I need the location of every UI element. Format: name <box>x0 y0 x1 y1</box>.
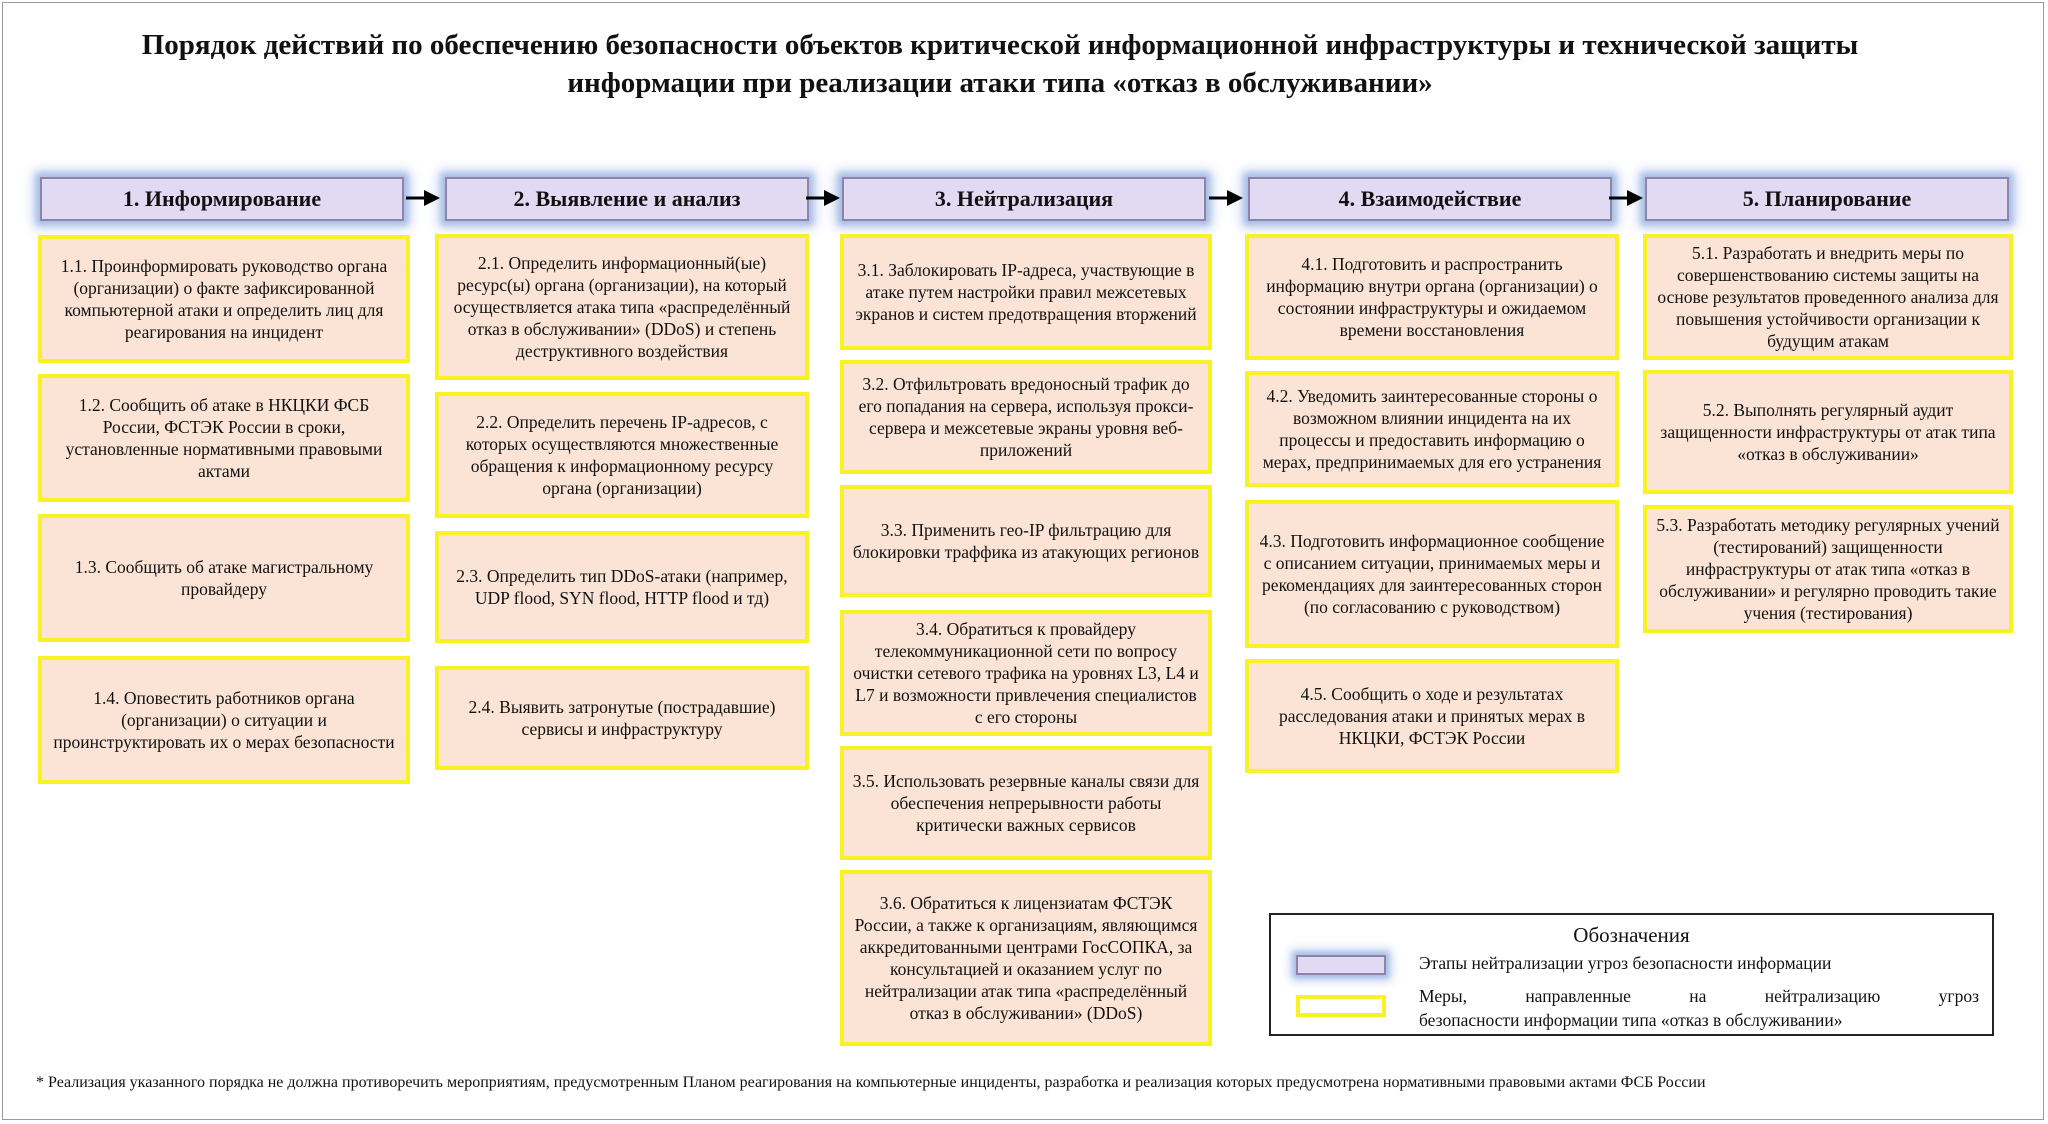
measure-3-2: 3.2. Отфильтровать вредоносный трафик до его попадания на сервера, используя прокси-сервера и межсетевые экраны уровня веб-приложений <box>840 360 1212 474</box>
measure-1-2: 1.2. Сообщить об атаке в НКЦКИ ФСБ России, ФСТЭК России в сроки, установленные нормативными правовыми актами <box>38 374 410 502</box>
stage-3-neutralization: 3. Нейтрализация <box>842 177 1206 221</box>
measure-3-1: 3.1. Заблокировать IP-адреса, участвующие в атаке путем настройки правил межсетевых экранов и систем предотвращения вторжений <box>840 234 1212 350</box>
footnote: * Реализация указанного порядка не должна противоречить мероприятиям, предусмотренным Планом реагирования на компьютерные инциденты, разработка и реализация которых предусмотрена нормативными правовыми актами ФСБ России <box>36 1074 1706 1091</box>
measure-4-3: 4.3. Подготовить информационное сообщение с описанием ситуации, принимаемых меры и рекомендациях для заинтересованных сторон (по согласованию с руководством) <box>1245 500 1619 648</box>
measure-5-1: 5.1. Разработать и внедрить меры по совершенствованию системы защиты на основе результатов проведенного анализа для повышения устойчивости организации к будущим атакам <box>1643 234 2013 360</box>
legend-stage-text: Этапы нейтрализации угроз безопасности информации <box>1419 953 1832 973</box>
measure-2-4: 2.4. Выявить затронутые (пострадавшие) сервисы и инфраструктуру <box>435 666 809 770</box>
stage-5-planning: 5. Планирование <box>1645 177 2009 221</box>
measure-5-3: 5.3. Разработать методику регулярных учений (тестирований) защищенности инфраструктуры от атак типа «отказ в обслуживании» и регулярно проводить такие учения (тестирования) <box>1643 505 2013 633</box>
measure-3-6: 3.6. Обратиться к лицензиатам ФСТЭК России, а также к организациям, являющимся аккредитованными центрами ГосСОПКА, за консультацией и оказанием услуг по нейтрализации атак типа «распределённый отказ в обслуживании» (DDoS) <box>840 870 1212 1046</box>
measure-1-1: 1.1. Проинформировать руководство органа (организации) о факте зафиксированной компьютерной атаки и определить лиц для реагирования на инцидент <box>38 235 410 363</box>
measure-3-3: 3.3. Применить гео-IP фильтрацию для блокировки траффика из атакующих регионов <box>840 485 1212 597</box>
page-title: Порядок действий по обеспечению безопасности объектов критической информационной инфраструктуры и технической защиты информации при реализации атаки типа «отказ в обслуживании» <box>141 29 1859 99</box>
legend-measure-line-1: Меры, направленные на нейтрализацию угроз <box>1419 986 1979 1006</box>
measure-1-4: 1.4. Оповестить работников органа (организации) о ситуации и проинструктировать их о мерах безопасности <box>38 656 410 784</box>
stage-4-interaction: 4. Взаимодействие <box>1248 177 1612 221</box>
stage-2-detection-analysis: 2. Выявление и анализ <box>445 177 809 221</box>
measure-5-2: 5.2. Выполнять регулярный аудит защищенности инфраструктуры от атак типа «отказ в обслуживании» <box>1643 370 2013 494</box>
legend <box>1269 913 1994 1036</box>
measure-4-1: 4.1. Подготовить и распространить информацию внутри органа (организации) о состоянии инфраструктуры и ожидаемом времени восстановления <box>1245 234 1619 360</box>
measure-4-5: 4.5. Сообщить о ходе и результатах расследования атаки и принятых мерах в НКЦКИ, ФСТЭК России <box>1245 659 1619 773</box>
arrow-right-icon <box>1609 187 1643 209</box>
measure-3-4: 3.4. Обратиться к провайдеру телекоммуникационной сети по вопросу очистки сетевого трафика на уровнях L3, L4 и L7 и возможности привлечения специалистов с его стороны <box>840 610 1212 736</box>
legend-measure-swatch <box>1296 995 1386 1017</box>
stage-1-informing: 1. Информирование <box>40 177 404 221</box>
arrow-right-icon <box>1209 187 1243 209</box>
measure-1-3: 1.3. Сообщить об атаке магистральному провайдеру <box>38 514 410 642</box>
arrow-right-icon <box>806 187 840 209</box>
arrow-right-icon <box>406 187 440 209</box>
measure-3-5: 3.5. Использовать резервные каналы связи для обеспечения непрерывности работы критически важных сервисов <box>840 746 1212 860</box>
measure-4-2: 4.2. Уведомить заинтересованные стороны о возможном влиянии инцидента на их процессы и предоставить информацию о мерах, предпринимаемых для его устранения <box>1245 371 1619 487</box>
legend-title: Обозначения <box>1573 923 1690 947</box>
measure-2-2: 2.2. Определить перечень IP-адресов, с которых осуществляются множественные обращения к информационному ресурсу органа (организации) <box>435 392 809 518</box>
measure-2-3: 2.3. Определить тип DDoS-атаки (например, UDP flood, SYN flood, HTTP flood и тд) <box>435 531 809 643</box>
measure-2-1: 2.1. Определить информационный(ые) ресурс(ы) органа (организации), на который осуществляется атака типа «распределённый отказ в обслуживании» (DDoS) и степень деструктивного воздействия <box>435 234 809 380</box>
legend-measure-line-2: безопасности информации типа «отказ в обслуживании» <box>1419 1010 1843 1030</box>
legend-stage-swatch <box>1296 955 1386 975</box>
legend-measure-text <box>1419 984 1979 1032</box>
